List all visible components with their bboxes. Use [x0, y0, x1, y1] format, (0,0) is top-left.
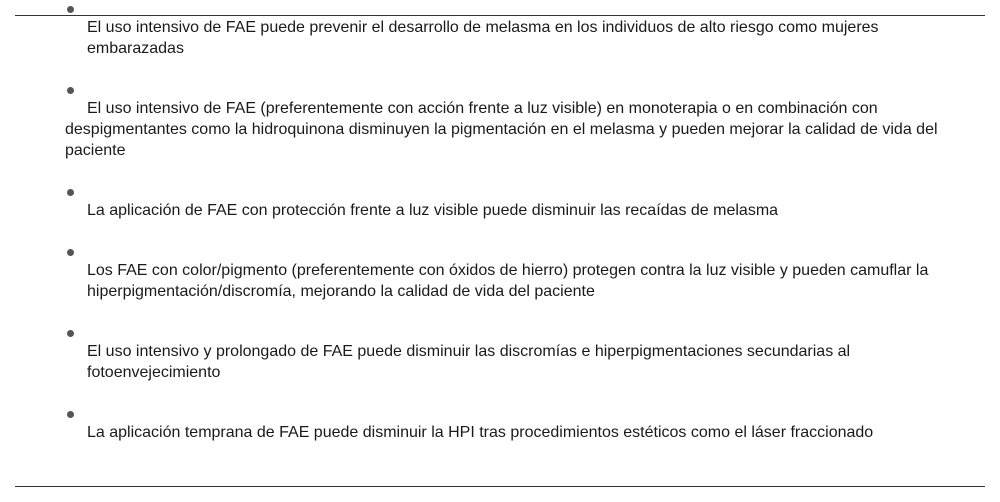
list-item-3	[65, 200, 945, 221]
bullet-icon	[65, 341, 87, 362]
bullet-icon	[65, 17, 87, 38]
recommendation-text: El uso intensivo y prolongado de FAE puede disminuir las discromías e hiperpigmentaciones secundarias al fotoenvejecimiento	[87, 343, 851, 381]
recommendation-text: Los FAE con color/pigmento (preferentemente con óxidos de hierro) protegen contra la luz visible y pueden camuflar la hiperpigmentación/discromía, mejorando la calidad de vida del paciente	[87, 262, 929, 300]
list-item-1	[65, 17, 945, 59]
table-bottom-rule	[15, 486, 985, 487]
bullet-icon	[65, 422, 87, 443]
bullet-icon	[65, 200, 87, 221]
table-top-rule	[15, 15, 985, 16]
recommendation-text: La aplicación de FAE con protección frente a luz visible puede disminuir las recaídas de melasma	[87, 202, 779, 219]
recommendation-text: La aplicación temprana de FAE puede disminuir la HPI tras procedimientos estéticos como el láser fraccionado	[87, 424, 874, 441]
recommendation-text: El uso intensivo de FAE (preferentemente con acción frente a luz visible) en monoterapia o en combinación con despigmentantes como la hidroquinona disminuyen la pigmentación en el melasma y pueden mejorar la calidad de vida del paciente	[65, 100, 938, 159]
bullet-icon	[65, 98, 87, 119]
bullet-icon	[65, 260, 87, 281]
list-item-5	[65, 341, 945, 383]
recommendation-text: El uso intensivo de FAE puede prevenir el desarrollo de melasma en los individuos de alto riesgo como mujeres embarazadas	[87, 19, 879, 57]
list-item-6	[65, 422, 945, 443]
list-item-4	[65, 260, 945, 302]
list-item-2	[65, 98, 945, 161]
